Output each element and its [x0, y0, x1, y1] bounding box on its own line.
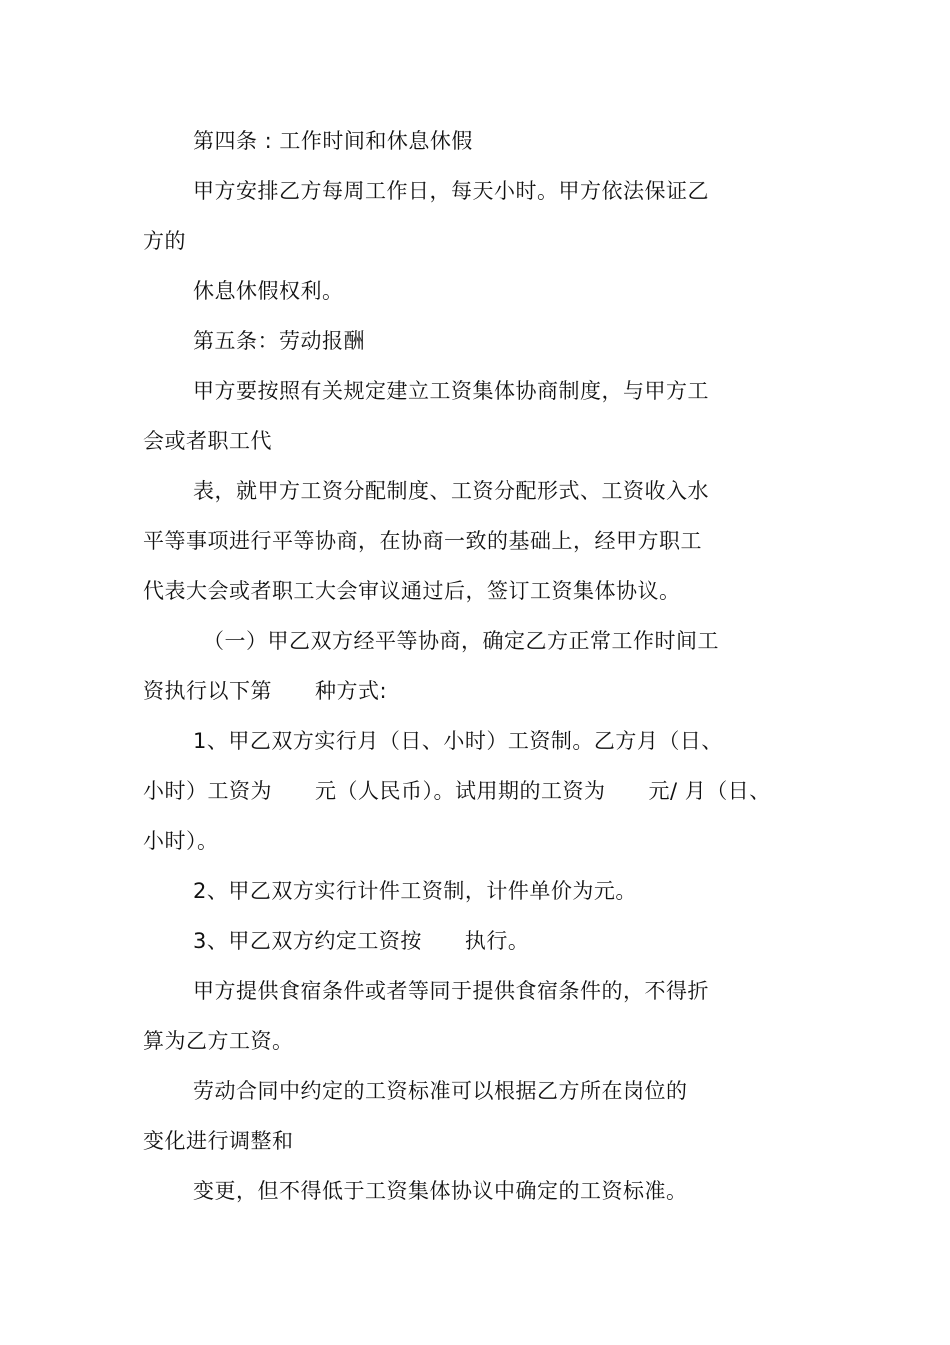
paragraph-line: 小时）工资为 元（人民币）。试用期的工资为 元/ 月（日、 [143, 779, 771, 803]
paragraph-line: （一）甲乙双方经平等协商，确定乙方正常工作时间工 [203, 629, 719, 653]
paragraph-line: 变化进行调整和 [143, 1129, 294, 1153]
paragraph-line: 休息休假权利。 [193, 279, 344, 303]
paragraph-line: 小时）。 [143, 829, 219, 853]
paragraph-line: 代表大会或者职工大会审议通过后，签订工资集体协议。 [143, 579, 681, 603]
paragraph-line: 劳动合同中约定的工资标准可以根据乙方所在岗位的 [193, 1079, 688, 1103]
paragraph-line: 甲方提供食宿条件或者等同于提供食宿条件的，不得折 [193, 979, 709, 1003]
list-item-2: 2、甲乙双方实行计件工资制，计件单价为元。 [193, 879, 637, 903]
paragraph-line: 平等事项进行平等协商，在协商一致的基础上，经甲方职工 [143, 529, 702, 553]
article-four-heading: 第四条 : 工作时间和休息休假 [193, 129, 473, 153]
paragraph-line: 甲方安排乙方每周工作日，每天小时。甲方依法保证乙 [193, 179, 709, 203]
paragraph-line: 资执行以下第 种方式: [143, 679, 388, 703]
paragraph-line: 方的 [143, 229, 186, 253]
paragraph-line: 变更，但不得低于工资集体协议中确定的工资标准。 [193, 1179, 688, 1203]
paragraph-line: 算为乙方工资。 [143, 1029, 294, 1053]
paragraph-line: 甲方要按照有关规定建立工资集体协商制度，与甲方工 [193, 379, 709, 403]
list-item-3: 3、甲乙双方约定工资按 执行。 [193, 929, 530, 953]
paragraph-line: 会或者职工代 [143, 429, 272, 453]
list-item-1: 1、甲乙双方实行月（日、小时）工资制。乙方月（日、 [193, 729, 723, 753]
article-five-heading: 第五条：劳动报酬 [193, 329, 365, 353]
paragraph-line: 表，就甲方工资分配制度、工资分配形式、工资收入水 [193, 479, 709, 503]
